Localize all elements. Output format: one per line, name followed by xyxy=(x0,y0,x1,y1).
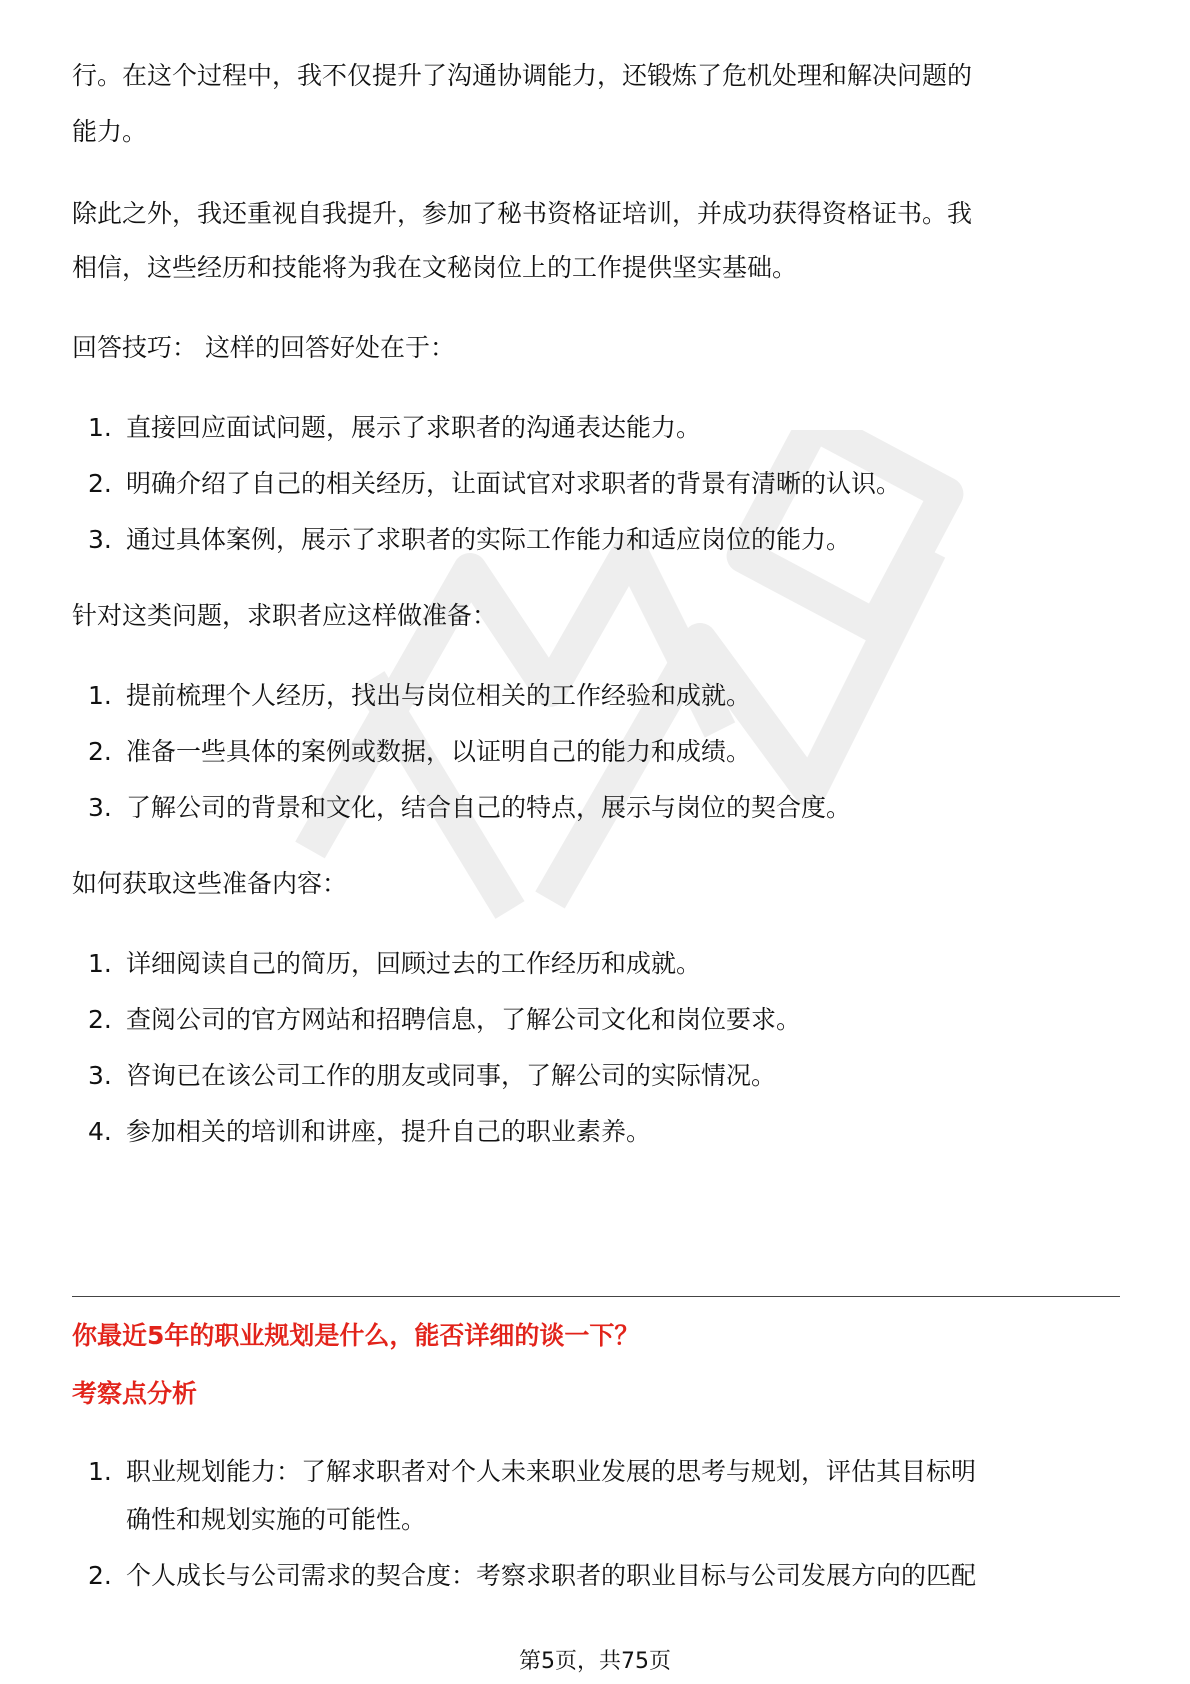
paragraph-line: 行。在这个过程中，我不仅提升了沟通协调能力，还锻炼了危机处理和解决问题的 xyxy=(72,61,973,90)
list-item-text: 通过具体案例，展示了求职者的实际工作能力和适应岗位的能力。 xyxy=(126,525,852,554)
list-number: 1. xyxy=(88,949,112,978)
sources-list xyxy=(72,936,1120,1160)
list-item xyxy=(72,992,1120,1048)
list-item-text: 提前梳理个人经历，找出与岗位相关的工作经验和成就。 xyxy=(126,681,752,710)
list-number: 2. xyxy=(88,1005,112,1034)
list-item xyxy=(72,1444,1120,1548)
list-number: 4. xyxy=(88,1117,112,1146)
analysis-heading: 考察点分析 xyxy=(72,1379,198,1408)
sources-heading: 如何获取这些准备内容： xyxy=(72,869,348,898)
list-number: 2. xyxy=(88,1561,112,1590)
list-item-text: 直接回应面试问题，展示了求职者的沟通表达能力。 xyxy=(126,413,702,442)
list-number: 1. xyxy=(88,681,112,710)
list-item-text: 查阅公司的官方网站和招聘信息，了解公司文化和岗位要求。 xyxy=(126,1005,802,1034)
list-number: 1. xyxy=(88,413,112,442)
list-item-text: 准备一些具体的案例或数据，以证明自己的能力和成绩。 xyxy=(126,737,752,766)
list-item xyxy=(72,456,1120,512)
list-item-text: 职业规划能力：了解求职者对个人未来职业发展的思考与规划，评估其目标明 xyxy=(126,1457,977,1486)
list-item-text: 明确介绍了自己的相关经历，让面试官对求职者的背景有清晰的认识。 xyxy=(126,469,902,498)
list-number: 3. xyxy=(88,525,112,554)
paragraph-line: 相信，这些经历和技能将为我在文秘岗位上的工作提供坚实基础。 xyxy=(72,253,798,282)
list-item xyxy=(72,780,1120,836)
list-item xyxy=(72,1548,1120,1604)
tips-list xyxy=(72,400,1120,568)
list-item xyxy=(72,936,1120,992)
list-number: 2. xyxy=(88,737,112,766)
list-item-text: 个人成长与公司需求的契合度：考察求职者的职业目标与公司发展方向的匹配 xyxy=(126,1561,977,1590)
prepare-heading: 针对这类问题，求职者应这样做准备： xyxy=(72,601,498,630)
list-item xyxy=(72,1104,1120,1160)
list-item-text-continued: 确性和规划实施的可能性。 xyxy=(126,1505,427,1534)
list-item-text: 详细阅读自己的简历，回顾过去的工作经历和成就。 xyxy=(126,949,702,978)
list-number: 3. xyxy=(88,1061,112,1090)
section-divider xyxy=(72,1296,1120,1297)
page-number: 第5页，共75页 xyxy=(519,1649,671,1674)
list-item xyxy=(72,668,1120,724)
list-item xyxy=(72,724,1120,780)
list-item xyxy=(72,400,1120,456)
paragraph-line: 能力。 xyxy=(72,117,148,146)
tips-heading: 回答技巧： 这样的回答好处在于： xyxy=(72,333,455,362)
list-number: 3. xyxy=(88,793,112,822)
analysis-list xyxy=(72,1444,1120,1604)
list-item-text: 参加相关的培训和讲座，提升自己的职业素养。 xyxy=(126,1117,652,1146)
paragraph-line: 除此之外，我还重视自我提升，参加了秘书资格证培训，并成功获得资格证书。我 xyxy=(72,199,973,228)
prepare-list xyxy=(72,668,1120,836)
list-number: 1. xyxy=(88,1457,112,1486)
list-item-text: 咨询已在该公司工作的朋友或同事，了解公司的实际情况。 xyxy=(126,1061,777,1090)
list-number: 2. xyxy=(88,469,112,498)
list-item-text: 了解公司的背景和文化，结合自己的特点，展示与岗位的契合度。 xyxy=(126,793,852,822)
list-item xyxy=(72,512,1120,568)
question-title: 你最近5年的职业规划是什么，能否详细的谈一下？ xyxy=(72,1321,640,1350)
list-item xyxy=(72,1048,1120,1104)
